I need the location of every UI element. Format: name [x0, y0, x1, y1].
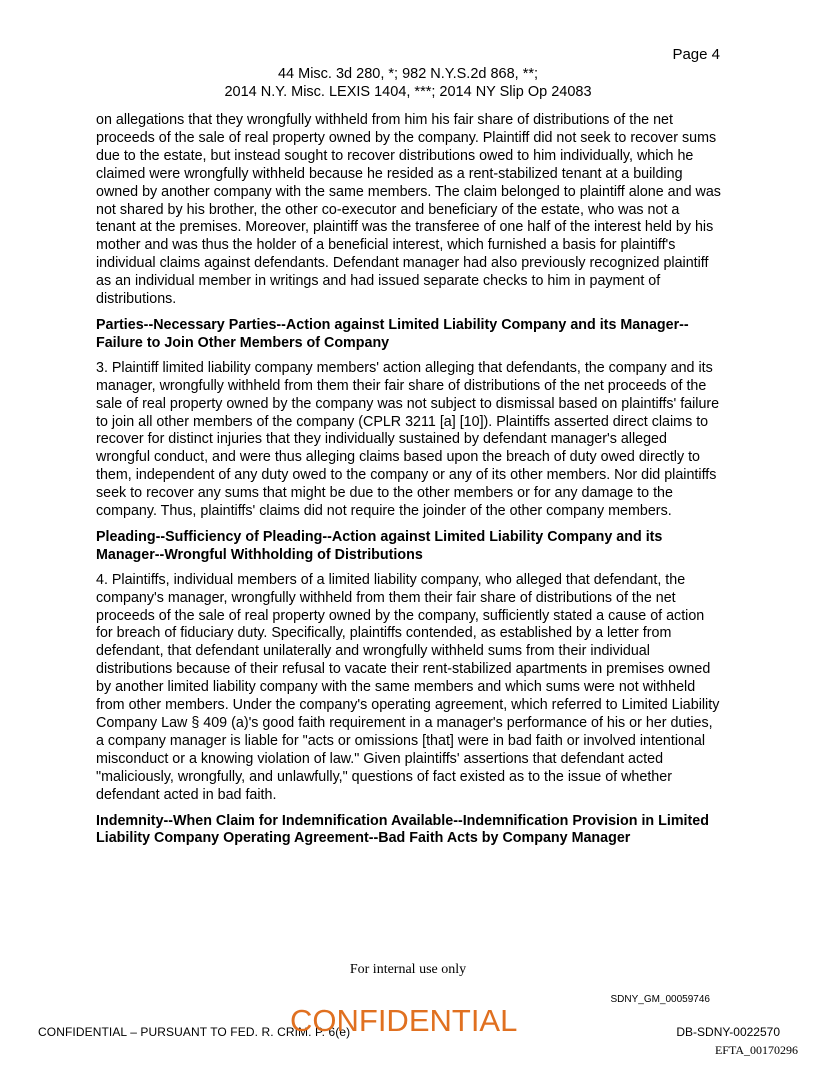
citation-header — [0, 65, 816, 101]
internal-use-notice: For internal use only — [349, 962, 467, 977]
headnote-paragraph-2-continued: on allegations that they wrongfully withheld from him his fair share of distributions of the net proceeds of the sale of real property owned by the company. Plaintiff did not seek to recover sums due to the estate, but instead sought to recover distributions owed to him individually, which he claimed were wrongfully withheld because he resided as a rent-stabilized tenant at a building owned by another company with the same members. The claim belonged to plaintiff alone and was not shared by his brother, the other co-executor and beneficiary of the estate, who was not a tenant at the premises. Moreover, plaintiff was the transferee of one half of the interest held by his mother and was thus the holder of a beneficial interest, which furnished a basis for plaintiff's individual claims against defendants. Defendant manager had also previously recognized plaintiff as an individual member in writings and had issued separate checks to him in payment of distributions. — [96, 112, 721, 308]
bates-number-gm: SDNY_GM_00059746 — [610, 994, 710, 1005]
headnote-paragraph-4: 4. Plaintiffs, individual members of a limited liability company, who alleged that defendant, the company's manager, wrongfully withheld from them their fair share of distributions of the net proceeds of the sale of real property owned by the company, sufficiently stated a cause of action for breach of fiduciary duty. Specifically, plaintiffs contended, as established by a letter from defendant, that defendant unilaterally and wrongfully withheld sums from their individual distributions because of their refusal to vacate their rent-stabilized apartments in premises owned by another limited liability company with the same members and which sums were not withheld from other members. Under the company's operating agreement, which referred to Limited Liability Company Law § 409 (a)'s good faith requirement in a manager's performance of his or her duties, a company manager is liable for "acts or omissions [that] were in bad faith or involved intentional misconduct or a knowing violation of law." Given plaintiffs' assertions that defendant acted "maliciously, wrongfully, and unlawfully," questions of fact existed as to the issue of whether defendant acted in bad faith. — [96, 571, 720, 803]
headnote-heading-5: Indemnity--When Claim for Indemnification Available--Indemnification Provision in Limited Liability Company Operating Agreement--Bad Faith Acts by Company Manager — [96, 812, 709, 847]
citation-line-2: 2014 N.Y. Misc. LEXIS 1404, ***; 2014 NY Slip Op 24083 — [224, 84, 592, 100]
confidential-stamp: CONFIDENTIAL — [290, 1003, 518, 1038]
headnote-paragraph-3: 3. Plaintiff limited liability company members' action alleging that defendants, the company and its manager, wrongfully withheld from them their fair share of distributions of the net proceeds of the sale of real property owned by the company was not subject to dismissal based on plaintiffs' failure to join all other members of the company (CPLR 3211 [a] [10]). Plaintiffs asserted direct claims to recover for distinct injuries that they individually sustained by defendant manager's alleged wrongful conduct, and were thus alleging claims based upon the breach of duty owed directly to them, independent of any duty owed to the company or any of its other members. Nor did plaintiffs seek to recover any sums that might be due to the other members or for any damage to the company. Thus, plaintiffs' claims did not require the joinder of the other company members. — [96, 359, 720, 520]
citation-line-1: 44 Misc. 3d 280, *; 982 N.Y.S.2d 868, **; — [277, 66, 539, 82]
page-number: Page 4 — [672, 46, 720, 63]
headnote-heading-3: Parties--Necessary Parties--Action against Limited Liability Company and its Manager--Failure to Join Other Members of Company — [96, 316, 689, 351]
document-body — [96, 112, 721, 855]
bates-number-db: DB-SDNY-0022570 — [676, 1025, 780, 1039]
efta-number: EFTA_00170296 — [714, 1043, 798, 1057]
headnote-heading-4: Pleading--Sufficiency of Pleading--Action against Limited Liability Company and its Manager--Wrongful Withholding of Distributions — [96, 528, 663, 563]
confidential-notice: CONFIDENTIAL – PURSUANT TO FED. R. CRIM. P. 6(e) — [38, 1025, 351, 1039]
